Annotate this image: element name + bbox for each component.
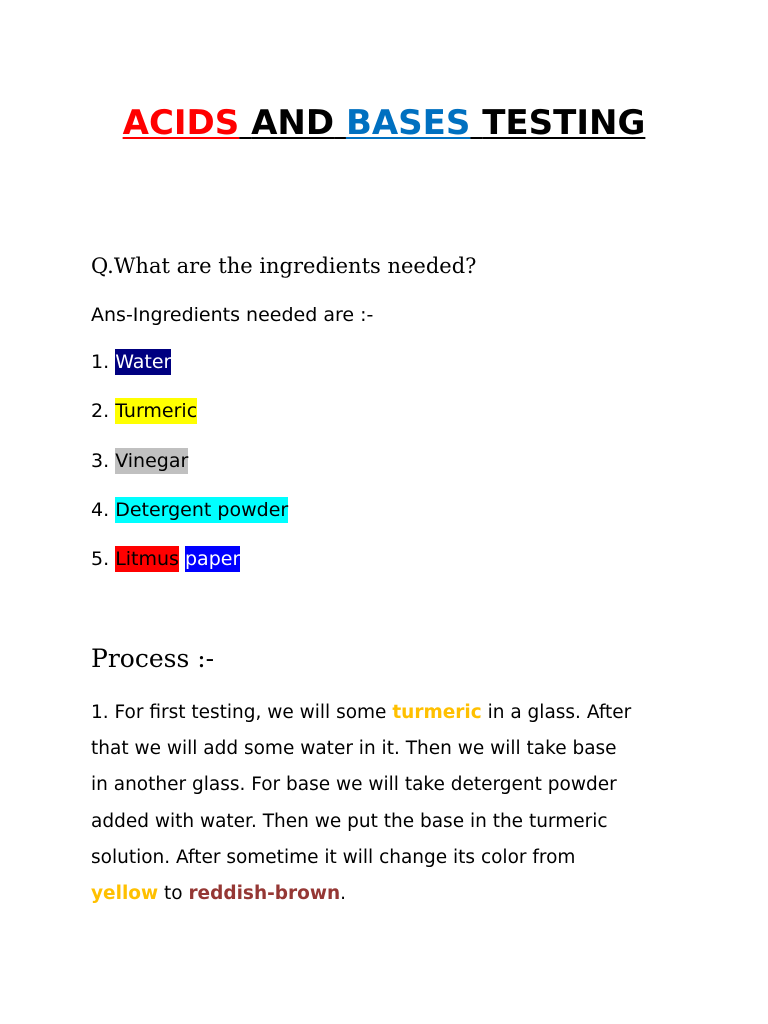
ingredient-litmus: Litmus (115, 548, 179, 571)
process-paragraph (91, 695, 691, 912)
process-text-segment: in a glass. After (481, 702, 632, 723)
highlight-yellow: yellow (91, 883, 159, 905)
process-line-1 (91, 695, 691, 731)
title-and: AND (251, 103, 335, 143)
process-text-segment: 1. For first testing, we will some (91, 702, 393, 723)
list-item (91, 495, 288, 544)
process-line-3: in another glass. For base we will take detergent powder (91, 774, 617, 796)
list-number: 2. (91, 400, 110, 423)
ingredients-list (91, 347, 288, 593)
ingredient-turmeric: Turmeric (115, 400, 198, 423)
list-item (91, 396, 288, 445)
list-item (91, 544, 288, 593)
highlight-turmeric: turmeric (392, 702, 482, 723)
list-number: 4. (91, 498, 110, 521)
ingredient-paper: paper (185, 548, 241, 571)
process-heading: Process :- (91, 644, 215, 673)
title-acids: ACIDS (122, 103, 240, 143)
list-number: 3. (91, 449, 110, 472)
process-line-2: that we will add some water in it. Then we will take base (91, 738, 617, 760)
question-text: Q.What are the ingredients needed? (91, 254, 477, 278)
process-text-segment: . (340, 883, 347, 905)
ingredient-vinegar: Vinegar (115, 449, 189, 472)
ingredient-detergent: Detergent powder (115, 498, 289, 521)
process-line-5: solution. After sometime it will change its color from (91, 846, 576, 868)
process-line-6 (91, 876, 691, 912)
list-number: 1. (91, 351, 110, 373)
process-text-segment: to (158, 883, 189, 905)
list-item (91, 446, 288, 495)
list-item (91, 347, 288, 396)
title-space-1 (239, 103, 251, 143)
title-space-3 (470, 103, 482, 143)
process-line-4: added with water. Then we put the base in the turmeric (91, 810, 608, 832)
list-number: 5. (91, 548, 110, 571)
ingredient-water: Water (115, 351, 172, 373)
title-bases: BASES (345, 103, 471, 143)
highlight-reddish-brown: reddish-brown (188, 883, 341, 905)
title-space-2 (334, 103, 346, 143)
page-title (0, 100, 768, 146)
answer-intro: Ans-Ingredients needed are :- (91, 304, 374, 326)
title-testing: TESTING (482, 103, 646, 143)
